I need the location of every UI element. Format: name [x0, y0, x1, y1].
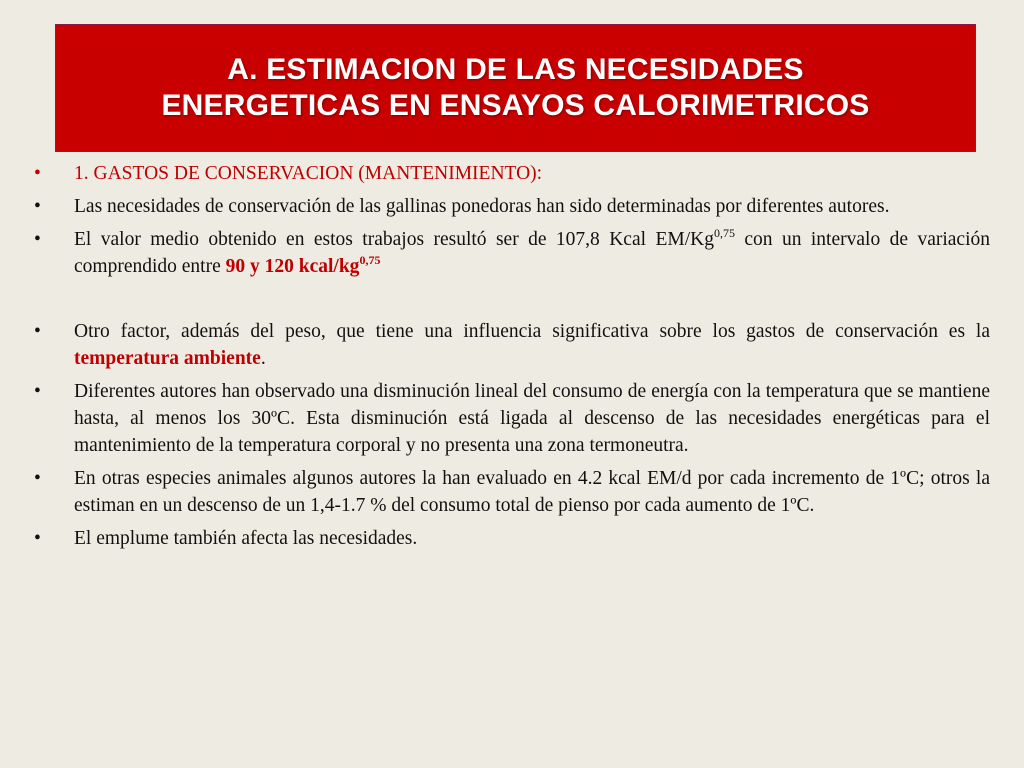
bullet-3-text-a: El valor medio obtenido en estos trabajos resultó ser de 107,8 Kcal EM/Kg — [74, 229, 714, 250]
bullet-3-text-b: con un intervalo de variación comprendido entre — [74, 229, 990, 277]
bullet-4-highlight: temperatura ambiente — [74, 348, 261, 369]
bullet-dot-3: • — [34, 229, 41, 250]
bullet-7-text: El emplume también afecta las necesidades. — [74, 528, 418, 549]
bullet-dot-5: • — [34, 381, 41, 402]
slide-title-line-2: ENERGETICAS EN ENSAYOS CALORIMETRICOS — [161, 89, 870, 122]
bullet-item-4 — [34, 318, 990, 372]
bullet-dot-2: • — [34, 196, 41, 217]
title-banner — [55, 24, 976, 152]
bullet-2-text: Las necesidades de conservación de las gallinas ponedoras han sido determinadas por diferentes autores. — [74, 196, 890, 217]
bullet-dot-4: • — [34, 321, 41, 342]
slide-title-line-1: A. ESTIMACION DE LAS NECESIDADES — [227, 53, 804, 86]
bullet-item-5 — [34, 378, 990, 459]
bullet-item-7 — [34, 525, 990, 552]
bullet-dot-7: • — [34, 528, 41, 549]
bullet-4-text-b: . — [260, 348, 266, 369]
bullet-item-3 — [34, 226, 990, 280]
bullet-6-text: En otras especies animales algunos autores la han evaluado en 4.2 kcal EM/d por cada incremento de 1ºC; otros la estiman en un descenso de un 1,4-1.7 % del consumo total de pienso por cada aumento de 1ºC. — [74, 468, 990, 516]
bullet-dot-1: • — [34, 163, 41, 184]
bullet-4-text-a: Otro factor, además del peso, que tiene una influencia significativa sobre los gastos de conservación es la — [74, 321, 990, 342]
bullet-1-text: 1. GASTOS DE CONSERVACION (MANTENIMIENTO): — [74, 163, 543, 184]
slide-title — [161, 52, 869, 124]
bullet-5-text: Diferentes autores han observado una disminución lineal del consumo de energía con la temperatura que se mantiene hasta, al menos los 30ºC. Esta disminución está ligada al descenso de las necesidades energéticas para el mantenimiento de la temperatura corporal y no presenta una zona termoneutra. — [74, 381, 990, 456]
bullet-item-1 — [34, 160, 990, 187]
bullet-3-exponent-a: 0,75 — [713, 226, 735, 240]
bullet-item-6 — [34, 465, 990, 519]
bullet-dot-6: • — [34, 468, 41, 489]
bullet-item-2 — [34, 193, 990, 220]
bullet-list — [34, 160, 990, 558]
bullet-3-highlight: 90 y 120 kcal/kg — [225, 256, 360, 277]
bullet-3-exponent-b: 0,75 — [359, 253, 381, 267]
